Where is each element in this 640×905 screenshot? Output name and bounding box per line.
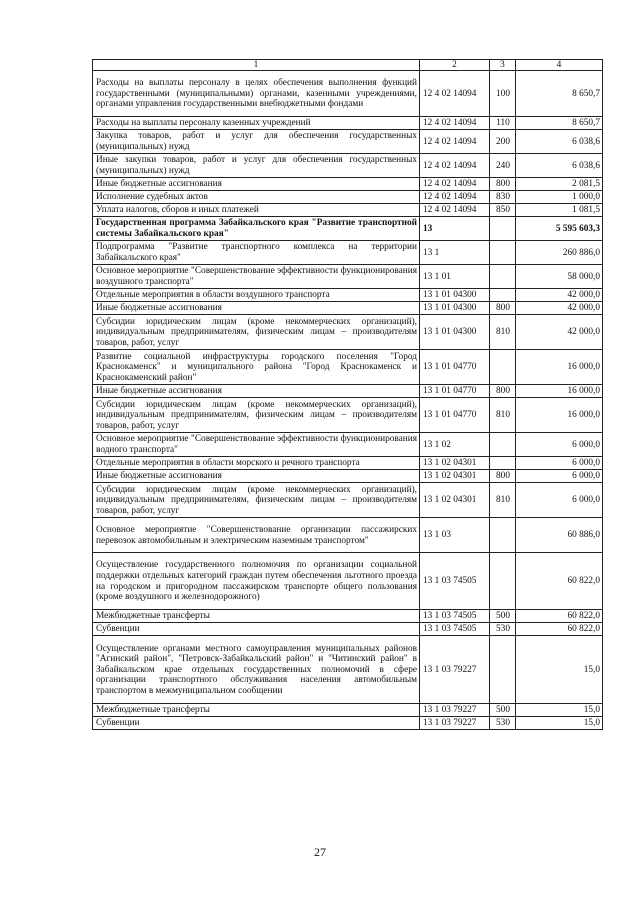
row-code: 12 4 02 14094 (420, 204, 490, 217)
row-expense-type: 810 (490, 315, 516, 350)
row-expense-type: 850 (490, 204, 516, 217)
row-amount: 15,0 (516, 636, 603, 704)
row-name: Основное мероприятие "Совершенствование организации пассажирских перевозок автомобильным и электрическим наземным транспортом" (93, 518, 420, 553)
row-expense-type: 810 (490, 398, 516, 433)
row-name: Исполнение судебных актов (93, 191, 420, 204)
row-name: Государственная программа Забайкальского края "Развитие транспортной системы Забайкальского края" (93, 217, 420, 241)
row-amount: 6 038,6 (516, 130, 603, 154)
budget-table (92, 59, 603, 730)
table-row (93, 623, 603, 636)
row-code: 13 1 03 79227 (420, 704, 490, 717)
row-name: Иные закупки товаров, работ и услуг для обеспечения государственных (муниципальных) нужд (93, 154, 420, 178)
row-expense-type (490, 518, 516, 553)
row-amount: 60 886,0 (516, 518, 603, 553)
row-amount: 60 822,0 (516, 610, 603, 623)
row-amount: 58 000,0 (516, 265, 603, 289)
row-amount: 260 886,0 (516, 241, 603, 265)
table-row (93, 704, 603, 717)
row-amount: 2 081,5 (516, 178, 603, 191)
row-name: Межбюджетные трансферты (93, 610, 420, 623)
row-code: 13 1 01 04770 (420, 350, 490, 385)
table-row (93, 553, 603, 610)
budget-table-sheet (92, 59, 602, 730)
row-expense-type: 800 (490, 385, 516, 398)
table-row (93, 483, 603, 518)
table-row (93, 518, 603, 553)
table-row (93, 130, 603, 154)
row-code: 13 1 03 74505 (420, 623, 490, 636)
row-code: 13 1 01 04300 (420, 289, 490, 302)
row-expense-type: 200 (490, 130, 516, 154)
table-row (93, 154, 603, 178)
table-row (93, 470, 603, 483)
table-row (93, 178, 603, 191)
row-expense-type: 800 (490, 302, 516, 315)
row-code: 13 1 03 74505 (420, 610, 490, 623)
table-row (93, 433, 603, 457)
table-row (93, 217, 603, 241)
row-expense-type: 830 (490, 191, 516, 204)
row-expense-type: 500 (490, 704, 516, 717)
row-amount: 16 000,0 (516, 398, 603, 433)
row-code: 13 1 02 04301 (420, 470, 490, 483)
table-row (93, 71, 603, 117)
row-code: 12 4 02 14094 (420, 191, 490, 204)
table-row (93, 302, 603, 315)
table-row (93, 241, 603, 265)
row-expense-type: 110 (490, 117, 516, 130)
row-name: Отдельные мероприятия в области морского и речного транспорта (93, 457, 420, 470)
row-code: 13 1 03 (420, 518, 490, 553)
row-amount: 15,0 (516, 717, 603, 730)
row-expense-type (490, 433, 516, 457)
row-expense-type (490, 457, 516, 470)
row-amount: 6 000,0 (516, 457, 603, 470)
row-amount: 42 000,0 (516, 302, 603, 315)
row-name: Субвенции (93, 717, 420, 730)
row-code: 13 1 02 04301 (420, 457, 490, 470)
table-row (93, 191, 603, 204)
row-amount: 60 822,0 (516, 623, 603, 636)
row-amount: 16 000,0 (516, 350, 603, 385)
row-code: 13 1 02 (420, 433, 490, 457)
row-amount: 1 000,0 (516, 191, 603, 204)
row-expense-type: 500 (490, 610, 516, 623)
row-name: Осуществление государственного полномочия по организации социальной поддержки отдельных категорий граждан путем обеспечения льготного проезда на городском и пригородном пассажирском транспорте общего пользования (кроме воздушного и железнодорожного) (93, 553, 420, 610)
table-row (93, 385, 603, 398)
row-name: Развитие социальной инфраструктуры городского поселения "Город Краснокаменск" и муниципального района "Город Краснокаменск и Краснокаменский район" (93, 350, 420, 385)
row-amount: 6 000,0 (516, 470, 603, 483)
row-amount: 42 000,0 (516, 315, 603, 350)
row-amount: 5 595 603,3 (516, 217, 603, 241)
row-amount: 6 000,0 (516, 483, 603, 518)
row-expense-type: 530 (490, 717, 516, 730)
row-name: Иные бюджетные ассигнования (93, 470, 420, 483)
row-code: 13 1 01 (420, 265, 490, 289)
row-name: Осуществление органами местного самоуправления муниципальных районов "Агинский район", "Петровск-Забайкальский район" и "Читинский район" в Забайкальском крае отдельных государственных полномочий в сфере организации транспортного обслуживания населения автомобильным транспортом в межмуниципальном сообщении (93, 636, 420, 704)
row-name: Субсидии юридическим лицам (кроме некоммерческих организаций), индивидуальным предпринимателям, физическим лицам – производителям товаров, работ, услуг (93, 315, 420, 350)
row-name: Расходы на выплаты персоналу казенных учреждений (93, 117, 420, 130)
row-code: 12 4 02 14094 (420, 71, 490, 117)
row-name: Основное мероприятие "Совершенствование эффективности функционирования воздушного транспорта" (93, 265, 420, 289)
row-amount: 1 081,5 (516, 204, 603, 217)
row-code: 13 1 03 79227 (420, 717, 490, 730)
row-amount: 60 822,0 (516, 553, 603, 610)
row-expense-type: 810 (490, 483, 516, 518)
row-code: 13 (420, 217, 490, 241)
table-row (93, 117, 603, 130)
row-amount: 8 650,7 (516, 117, 603, 130)
row-name: Субсидии юридическим лицам (кроме некоммерческих организаций), индивидуальным предпринимателям, физическим лицам – производителям товаров, работ, услуг (93, 398, 420, 433)
row-amount: 6 000,0 (516, 433, 603, 457)
table-row (93, 717, 603, 730)
row-code: 12 4 02 14094 (420, 117, 490, 130)
row-code: 13 1 01 04770 (420, 398, 490, 433)
row-name: Закупка товаров, работ и услуг для обеспечения государственных (муниципальных) нужд (93, 130, 420, 154)
table-row (93, 289, 603, 302)
row-code: 13 1 02 04301 (420, 483, 490, 518)
row-amount: 42 000,0 (516, 289, 603, 302)
row-name: Подпрограмма "Развитие транспортного комплекса на территории Забайкальского края" (93, 241, 420, 265)
row-code: 13 1 (420, 241, 490, 265)
row-name: Основное мероприятие "Совершенствование эффективности функционирования водного транспорта" (93, 433, 420, 457)
row-name: Иные бюджетные ассигнования (93, 302, 420, 315)
row-expense-type: 240 (490, 154, 516, 178)
table-row (93, 398, 603, 433)
row-code: 12 4 02 14094 (420, 130, 490, 154)
row-expense-type: 100 (490, 71, 516, 117)
row-amount: 16 000,0 (516, 385, 603, 398)
row-name: Отдельные мероприятия в области воздушного транспорта (93, 289, 420, 302)
row-code: 12 4 02 14094 (420, 178, 490, 191)
table-row (93, 610, 603, 623)
table-row (93, 636, 603, 704)
header-col-2: 2 (420, 60, 490, 71)
header-col-4: 4 (516, 60, 603, 71)
row-expense-type (490, 636, 516, 704)
row-expense-type (490, 241, 516, 265)
row-code: 13 1 03 74505 (420, 553, 490, 610)
table-header-row (93, 60, 603, 71)
table-row (93, 350, 603, 385)
row-expense-type (490, 350, 516, 385)
row-name: Межбюджетные трансферты (93, 704, 420, 717)
row-expense-type: 800 (490, 470, 516, 483)
row-code: 13 1 01 04300 (420, 302, 490, 315)
row-code: 13 1 03 79227 (420, 636, 490, 704)
header-col-3: 3 (490, 60, 516, 71)
row-expense-type: 530 (490, 623, 516, 636)
row-name: Субвенции (93, 623, 420, 636)
row-name: Субсидии юридическим лицам (кроме некоммерческих организаций), индивидуальным предпринимателям, физическим лицам – производителям товаров, работ, услуг (93, 483, 420, 518)
row-amount: 8 650,7 (516, 71, 603, 117)
row-name: Иные бюджетные ассигнования (93, 178, 420, 191)
row-expense-type (490, 553, 516, 610)
row-code: 13 1 01 04300 (420, 315, 490, 350)
page-number: 27 (314, 845, 326, 859)
row-name: Иные бюджетные ассигнования (93, 385, 420, 398)
header-col-1: 1 (93, 60, 420, 71)
row-expense-type (490, 265, 516, 289)
table-row (93, 315, 603, 350)
row-expense-type (490, 217, 516, 241)
row-expense-type: 800 (490, 178, 516, 191)
row-amount: 15,0 (516, 704, 603, 717)
row-expense-type (490, 289, 516, 302)
row-name: Уплата налогов, сборов и иных платежей (93, 204, 420, 217)
row-amount: 6 038,6 (516, 154, 603, 178)
table-row (93, 204, 603, 217)
table-row (93, 457, 603, 470)
row-code: 13 1 01 04770 (420, 385, 490, 398)
table-row (93, 265, 603, 289)
row-code: 12 4 02 14094 (420, 154, 490, 178)
row-name: Расходы на выплаты персоналу в целях обеспечения выполнения функций государственными (муниципальными) органами, казенными учреждениями, органами управления государственными внебюджетными фондами (93, 71, 420, 117)
